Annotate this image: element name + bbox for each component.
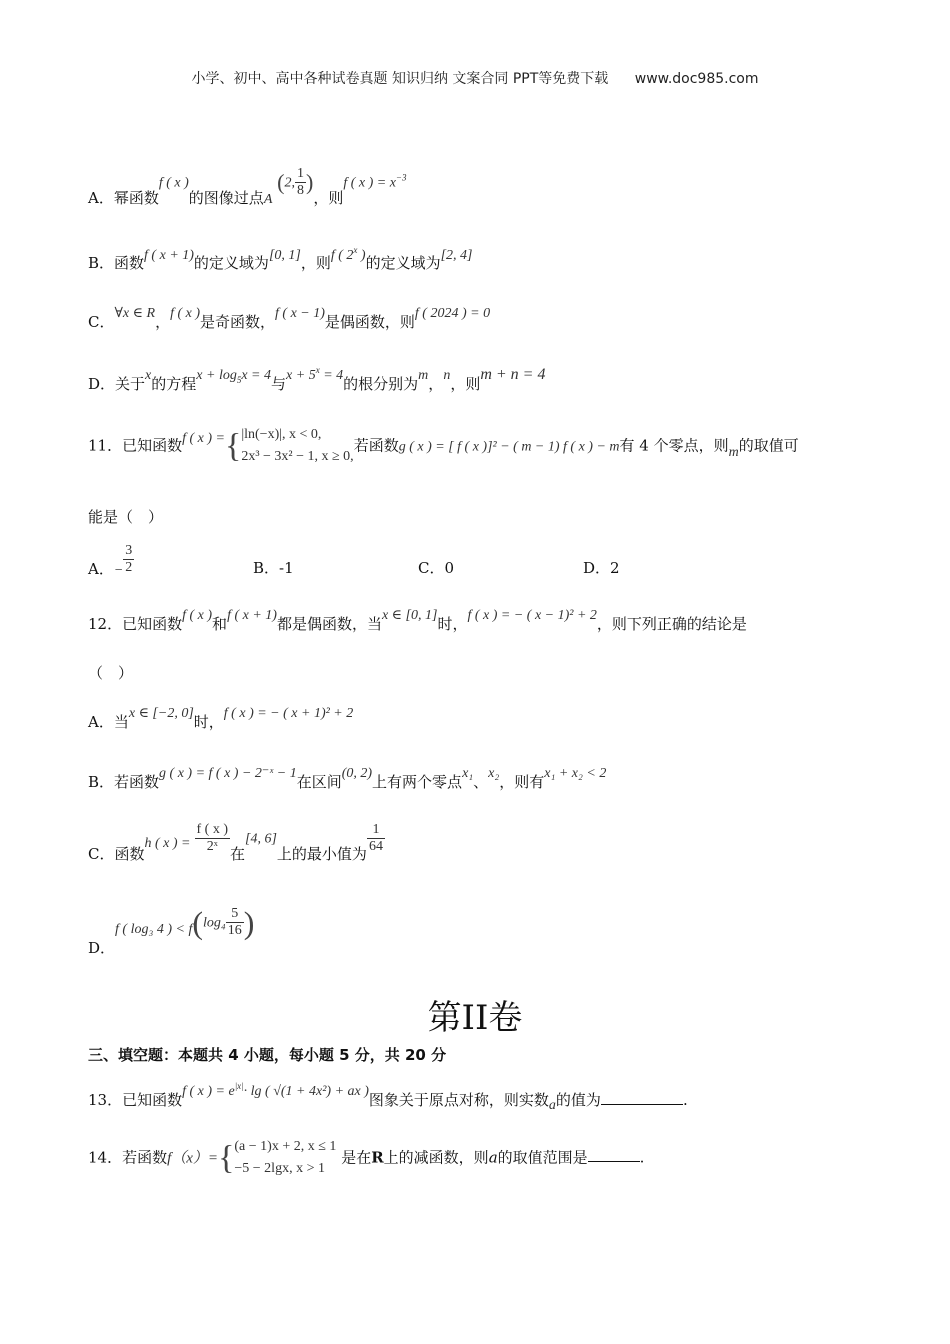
q12-stem [88,607,747,633]
math-result: m + n = 4 [480,366,546,383]
option-label: C． [418,559,445,577]
option-label: D． [88,375,116,393]
option-label: D． [88,938,116,957]
math-piecewise: |ln(−x)|, x < 0, 2x³ − 3x² − 1, x ≥ 0, [241,427,354,465]
option-label: C． [88,844,115,863]
option-text: 函数 [114,254,145,272]
math-gx: g ( x ) = [ f ( x )]² − ( m − 1) f ( x ) − m [398,439,620,455]
question-text: 上的减函数，则 [383,1148,489,1167]
option-label: B． [253,559,280,577]
option-text: 的根分别为 [343,375,419,393]
q12-option-a [88,705,354,731]
math-fx: ) [357,248,366,263]
question-text: 已知函数 [122,1091,183,1109]
math-sup: x [315,365,320,375]
math-var: n [443,368,451,383]
option-label: A． [88,713,114,731]
question-text: 若函数 [122,1148,168,1167]
question-text: 若函数 [353,436,399,455]
math-fraction: $\frac{1}{8}$ [296,166,304,199]
math-domain: [2, 4] [440,248,473,263]
math-brace: { [224,427,242,465]
option-text: 幂函数 [113,188,159,207]
math-sup: −3 [395,172,407,183]
math-quantifier: ∀x ∈ R [114,306,156,321]
math-result: x₁ + x₂ < 2 [544,766,607,781]
option-text: 与 [271,375,287,393]
math-fx: f ( x ) [170,306,201,321]
option-text: ，则 [300,254,331,272]
math-result: f ( 2024 ) = 0 [414,306,491,321]
math-eq: = 4 [319,368,344,383]
header-text: 小学、初中、高中各种试卷真题 知识归纳 文案合同 PPT等免费下载 [191,71,609,87]
q11-option-b [253,557,294,578]
question-text: 已知函数 [122,615,183,633]
answer-blank[interactable] [601,1104,683,1105]
option-text: 的图像过点 [188,188,264,207]
option-text: 的方程 [151,375,197,393]
math-fx: f ( 2 [330,248,354,263]
question-text: 的取值范围是 [497,1148,588,1167]
option-value: 0 [444,559,455,577]
math-fx: f（x）= [167,1150,219,1167]
q11-option-d [583,557,620,578]
option-text: 是偶函数，则 [324,313,415,331]
math-gx: g ( x ) = f ( x ) − 2⁻ˣ − 1 [159,766,297,781]
option-label: C． [88,313,115,331]
math-fx: f ( x ) [158,175,189,191]
section-heading: 三、填空题：本题共 4 小题，每小题 5 分，共 20 分 [88,1046,447,1064]
q10-option-d [88,365,546,393]
q12-option-b [88,765,607,791]
math-paren: ( [192,904,203,941]
q12-option-d [88,904,255,957]
answer-blank[interactable] [588,1161,640,1162]
question-text: 有 4 个零点，则 [619,436,729,455]
q10-option-a [88,166,407,207]
option-text: ，则 [450,375,481,393]
option-label: B． [88,773,115,791]
q12-option-c [88,822,385,863]
math-var: m [728,445,739,461]
option-text: 的定义域为 [365,254,441,272]
math-fx: f ( x + 1) [227,608,277,623]
option-label: D． [583,559,611,577]
question-text: 都是偶函数，当 [276,615,382,633]
option-text: ， [155,313,171,331]
math-paren: ) [243,904,255,941]
math-fraction: $\frac{5}{16}$ [227,906,242,939]
math-result: f ( x ) = x [343,175,396,191]
q13-stem [88,1081,688,1113]
page-header [0,68,950,88]
option-text: 在区间 [296,773,342,791]
math-fx: f ( x + 1) [144,248,194,263]
math-interval: [4, 6] [245,831,277,847]
q11-stem [88,424,799,469]
math-fraction: $\frac{1}{64}$ [368,822,383,855]
option-text: 在 [230,844,246,863]
q12-stem-continued: （ ） [88,664,134,682]
option-text: 上有两个零点 [372,773,463,791]
option-text: ，则 [313,188,344,207]
math-eq: x = 4 [241,368,272,383]
math-interval: (0, 2) [341,766,373,781]
math-var: x₁ [462,766,474,781]
math-sign: − [113,562,124,578]
question-text: 和 [212,615,228,633]
math-fx: f ( x ) = e [182,1084,235,1099]
question-number: 14． [88,1148,123,1167]
math-eq: x + 5 [286,368,316,383]
math-var: x [145,368,152,383]
option-label: A． [88,559,114,578]
math-sup: |x| [234,1081,244,1091]
math-sub: 5 [236,375,242,385]
math-definition: f ( x ) = − ( x − 1)² + 2 [467,608,597,623]
math-definition: f ( x ) = − ( x + 1)² + 2 [223,706,354,721]
question-text: 时， [437,615,468,633]
math-fx: f ( x − 1) [275,306,325,321]
math-sup: x [353,245,358,255]
option-text: ，则有 [499,773,545,791]
q11-option-c [418,557,454,578]
math-set-r: R [371,1148,384,1167]
question-text: 图象关于原点对称，则实数 [368,1091,549,1109]
option-text: 时， [193,713,224,731]
math-fx: f ( x ) = [182,431,225,447]
option-text: ， [428,375,444,393]
option-text: 若函数 [114,773,160,791]
math-coord: 2, [284,175,295,191]
math-var: x₂ [488,766,500,781]
q14-stem [88,1136,644,1181]
math-fraction: $\frac{3}{2}$ [125,543,133,576]
question-text: ，则下列正确的结论是 [596,615,747,633]
math-brace: { [218,1139,235,1177]
math-fx: f ( x ) [182,608,213,623]
math-eq: x + log [196,368,237,383]
option-text: 的定义域为 [193,254,269,272]
question-text: 的值为 [555,1091,601,1109]
math-condition: x ∈ [0, 1] [381,608,438,623]
option-label: A． [88,188,114,207]
question-text: 已知函数 [122,436,183,455]
volume-title: 第II卷 [427,998,523,1038]
math-var: m [418,368,429,383]
math-hx: h ( x ) = [144,835,191,851]
math-fraction: $\frac{f ( x )}{\text{2ˣ}}$ [196,822,228,855]
math-condition: x ∈ [−2, 0] [128,706,194,721]
option-text: 是奇函数， [200,313,276,331]
option-text: 、 [473,773,489,791]
math-domain: [0, 1] [268,248,301,263]
math-log: log₄ [203,915,226,931]
header-url[interactable]: www.doc985.com [634,71,759,87]
math-point: A [263,191,273,207]
option-text: 上的最小值为 [276,844,367,863]
option-text: 函数 [114,844,145,863]
option-text: 当 [113,713,129,731]
q10-option-b [88,245,473,272]
question-number: 12． [88,615,123,633]
math-piecewise: (a − 1)x + 2, x ≤ 1 −5 − 2lgx, x > 1 [234,1139,337,1177]
math-var: a [488,1148,498,1167]
q11-stem-continued: 能是（ ） [88,508,164,526]
option-label: B． [88,254,115,272]
math-inequality: f ( log₃ 4 ) < f [115,921,193,937]
question-number: 11． [88,436,123,455]
q10-option-c [88,305,491,331]
question-text: 的取值可 [738,436,799,455]
question-number: 13． [88,1091,123,1109]
option-value: 2 [610,559,620,577]
math-expression: · lg ( √(1 + 4x²) + ax ) [243,1084,369,1099]
question-text: 是在 [341,1148,372,1167]
question-text: . [682,1091,688,1109]
option-value: -1 [279,559,294,577]
math-paren: ) [305,169,314,195]
math-paren: ( [277,169,285,195]
option-text: 关于 [115,375,146,393]
question-text: . [639,1148,645,1167]
q11-option-a [88,543,134,576]
math-var: a [548,1098,556,1113]
